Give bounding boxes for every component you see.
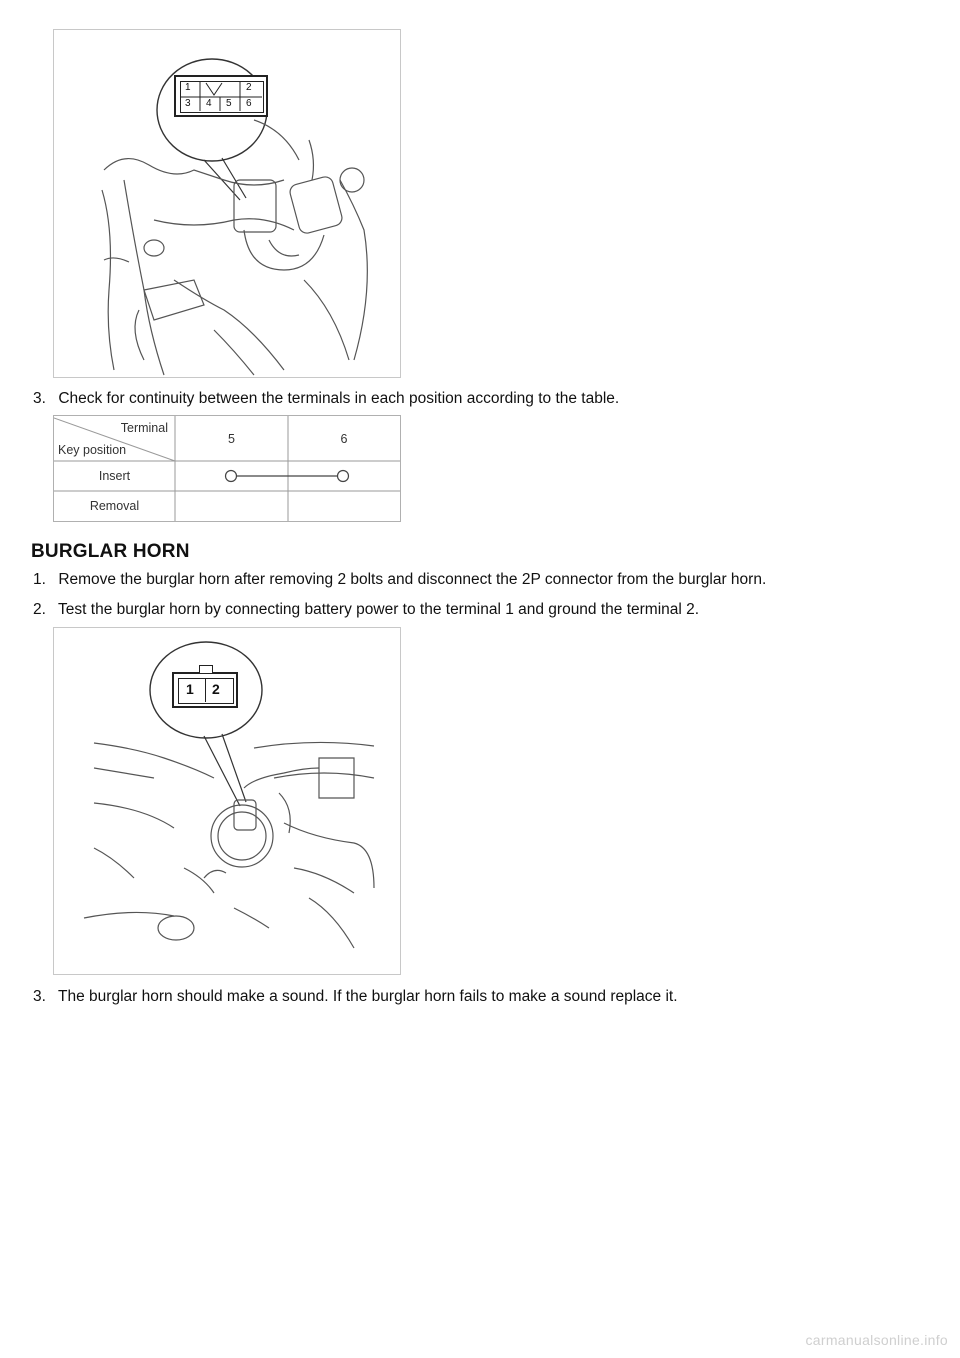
step-text: Remove the burglar horn after removing 2 bolts and disconnect the 2P connector from the burglar horn. xyxy=(58,571,767,588)
pin-6: 6 xyxy=(246,98,252,109)
step-text: Test the burglar horn by connecting battery power to the terminal 1 and ground the terminal 2. xyxy=(58,601,700,618)
pin-3: 3 xyxy=(185,98,191,109)
key-switch-connector-figure xyxy=(53,29,401,378)
continuity-point-6 xyxy=(338,471,349,482)
header-key-position: Key position xyxy=(58,443,127,457)
pin-4: 4 xyxy=(206,98,212,109)
connector-2p xyxy=(172,672,238,708)
remove-horn-step xyxy=(33,570,766,590)
terminal-5-header: 5 xyxy=(228,431,235,446)
continuity-table xyxy=(53,415,401,522)
horn-sound-step xyxy=(33,987,678,1007)
header-terminal: Terminal xyxy=(120,421,168,435)
step-number: 2. xyxy=(33,601,46,618)
step-number: 3. xyxy=(33,390,46,407)
row-insert-label: Insert xyxy=(98,469,131,483)
terminal-6-header: 6 xyxy=(340,431,348,446)
check-continuity-step xyxy=(33,389,619,409)
step-text: Check for continuity between the terminals in each position according to the table. xyxy=(58,390,620,407)
pin-1: 1 xyxy=(185,82,191,93)
pin-2: 2 xyxy=(212,681,220,697)
step-text: The burglar horn should make a sound. If the burglar horn fails to make a sound replace it. xyxy=(58,988,678,1005)
section-title: BURGLAR HORN xyxy=(31,541,190,562)
continuity-point-5 xyxy=(226,471,237,482)
row-removal-label: Removal xyxy=(89,499,140,513)
pin-1: 1 xyxy=(186,681,194,697)
test-horn-step xyxy=(33,600,699,620)
burglar-horn-figure xyxy=(53,627,401,975)
watermark-link[interactable]: carmanualsonline.info xyxy=(805,1332,948,1348)
step-number: 1. xyxy=(33,571,46,588)
connector-6p xyxy=(174,75,268,117)
step-number: 3. xyxy=(33,988,46,1005)
pin-2: 2 xyxy=(246,82,252,93)
pin-5: 5 xyxy=(226,98,232,109)
